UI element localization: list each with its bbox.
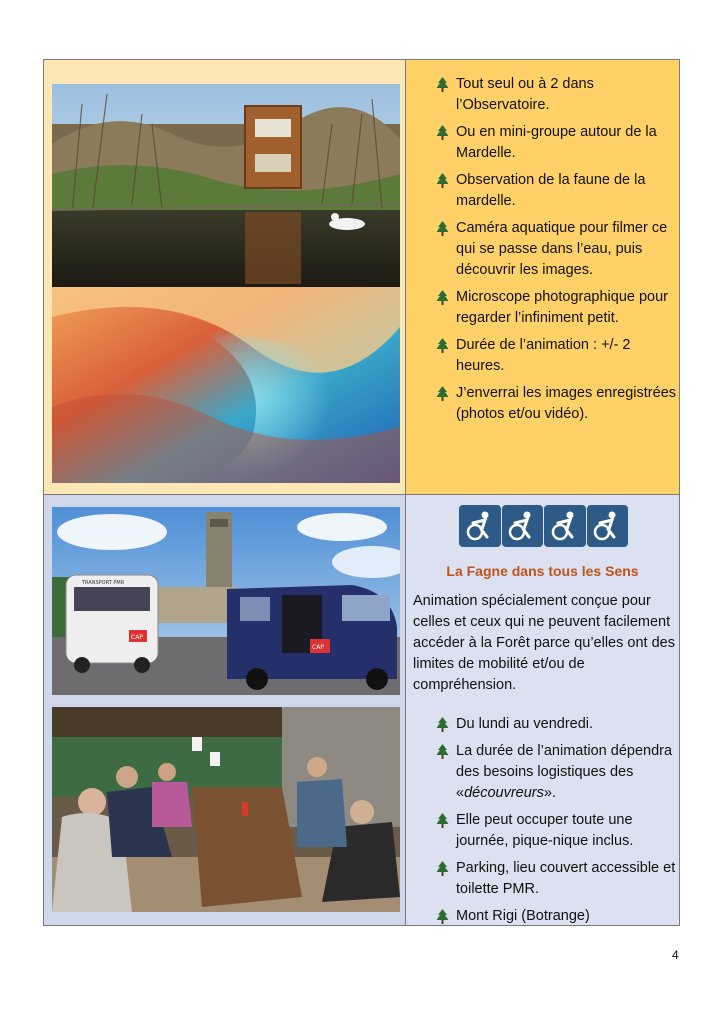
fir-tree-icon <box>436 909 449 924</box>
fir-tree-icon <box>436 338 449 353</box>
intro-paragraph: Animation spécialement conçue pour celles et ceux qui ne peuvent facilement accéder à la Forêt parce qu’elles ont des limites de mobilité et/ou de compréhension. <box>413 593 675 693</box>
section-fagne <box>44 495 679 925</box>
info-column-2 <box>406 495 679 925</box>
photos-column-2 <box>44 495 406 925</box>
fir-tree-icon <box>436 717 449 732</box>
svg-text:CAP: CAP <box>312 644 324 651</box>
fir-tree-icon <box>436 173 449 188</box>
list-item <box>436 741 676 804</box>
info-column-1 <box>406 60 679 494</box>
wheelchair-cyclist-icon <box>502 505 544 547</box>
fir-tree-icon <box>436 744 449 759</box>
list-item-text: Microscope photographique pour regarder l’infiniment petit. <box>456 289 668 326</box>
list-item-text: Caméra aquatique pour filmer ce qui se passe dans l’eau, puis découvrir les images. <box>456 220 668 278</box>
list-item-text: Tout seul ou à 2 dans l’Observatoire. <box>456 76 594 113</box>
fir-tree-icon <box>436 813 449 828</box>
list-item <box>436 906 676 927</box>
wheelchair-cyclist-icon <box>587 505 629 547</box>
list-item <box>436 714 676 735</box>
fir-tree-icon <box>436 290 449 305</box>
content-table <box>43 59 680 926</box>
white-van <box>66 575 158 673</box>
list-item-text: La durée de l’animation dépendra des besoins logistiques des «découvreurs». <box>456 743 673 801</box>
list-item-text: J’enverrai les images enregistrées (photos et/ou vidéo). <box>456 385 677 422</box>
list-item-text: Durée de l’animation : +/- 2 heures. <box>456 337 631 374</box>
list-item <box>436 170 676 212</box>
list-item-text: Parking, lieu couvert accessible et toilette PMR. <box>456 860 676 897</box>
list-item <box>436 810 676 852</box>
section-title: La Fagne dans tous les Sens <box>446 563 639 579</box>
list-item <box>436 287 676 329</box>
wheelchair-cyclist-icon <box>544 505 586 547</box>
list-item <box>436 383 676 425</box>
list-item-text: Observation de la faune de la mardelle. <box>456 172 646 209</box>
fir-tree-icon <box>436 125 449 140</box>
photo-group-picnic <box>52 707 400 912</box>
wheelchair-cyclist-icon <box>459 505 501 547</box>
photo-observatoire-pond <box>52 84 400 287</box>
section-observatoire <box>44 60 679 495</box>
svg-text:CAP: CAP <box>131 634 143 641</box>
list-item <box>436 858 676 900</box>
mobility-badges <box>459 505 629 547</box>
blue-van <box>227 585 397 690</box>
fir-tree-icon <box>436 221 449 236</box>
fir-tree-icon <box>436 861 449 876</box>
list-item <box>436 74 676 116</box>
photos-column-1 <box>44 60 406 494</box>
photo-microscope-closeup <box>52 287 400 483</box>
page-number: 4 <box>672 948 679 962</box>
list-item-text: Du lundi au vendredi. <box>456 716 594 732</box>
list-item-text: Ou en mini-groupe autour de la Mardelle. <box>456 124 657 161</box>
fir-tree-icon <box>436 77 449 92</box>
list-item <box>436 122 676 164</box>
list-item-text: Elle peut occuper toute une journée, pique-nique inclus. <box>456 812 634 849</box>
fagne-bullet-list <box>436 714 676 933</box>
svg-text:TRANSPORT PMR: TRANSPORT PMR <box>82 580 125 586</box>
list-item <box>436 218 676 281</box>
list-item <box>436 335 676 377</box>
observatoire-bullet-list <box>436 74 676 431</box>
fir-tree-icon <box>436 386 449 401</box>
list-item-text: Mont Rigi (Botrange) <box>456 908 590 924</box>
photo-pmr-vans <box>52 507 400 695</box>
